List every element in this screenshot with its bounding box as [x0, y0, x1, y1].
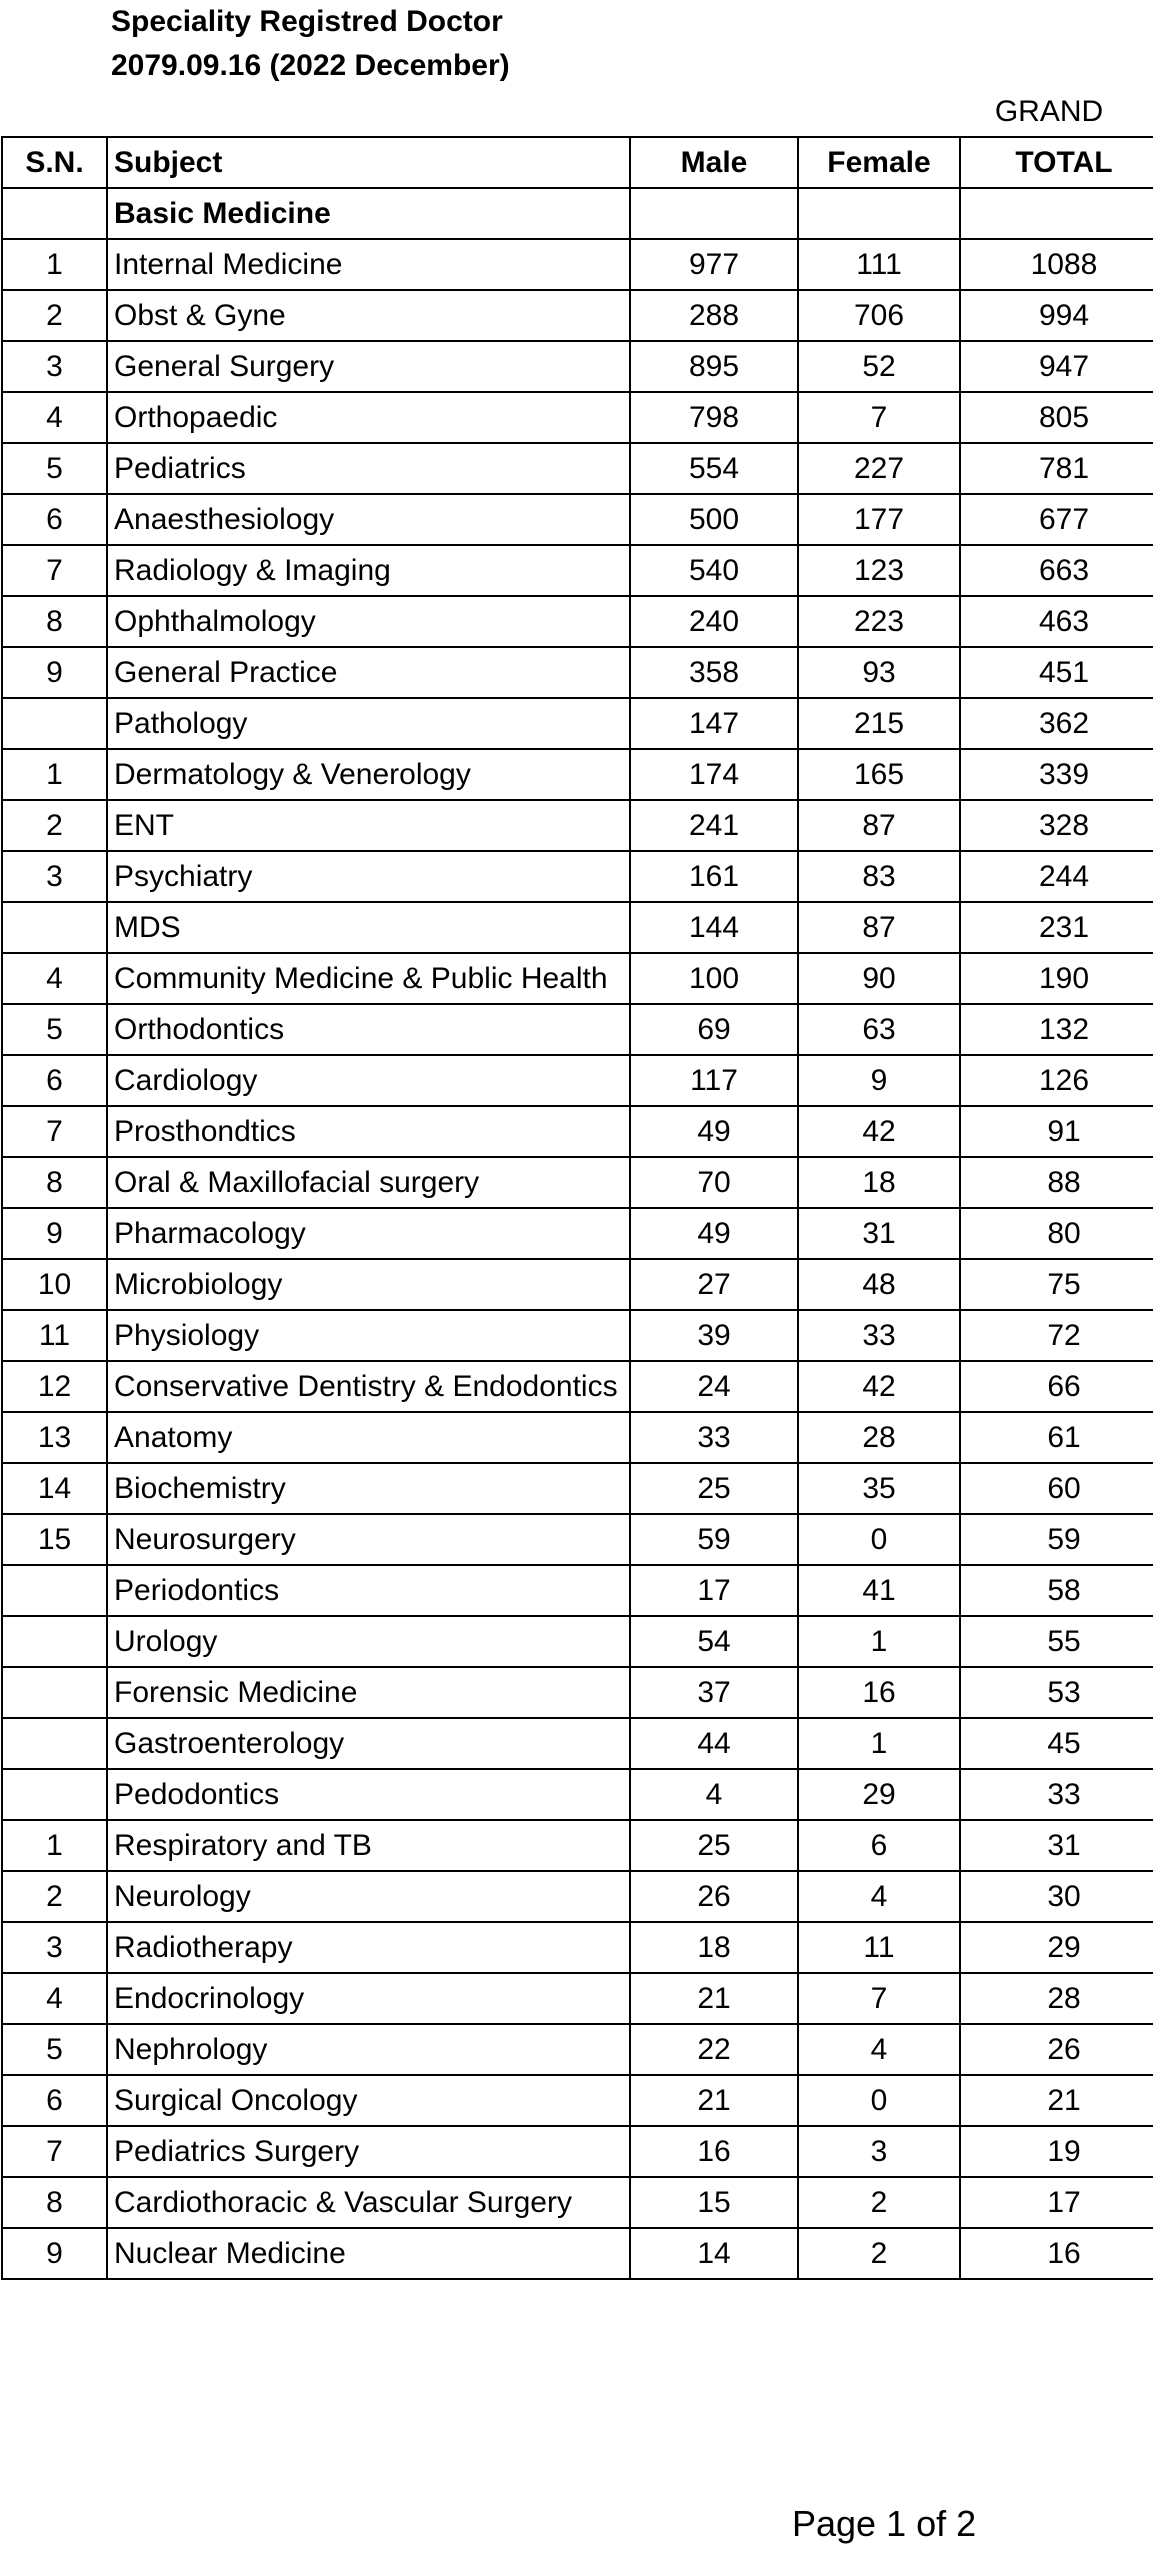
row-male: 70: [630, 1157, 798, 1208]
row-female: 33: [798, 1310, 960, 1361]
row-sn: [2, 1769, 107, 1820]
row-total: 781: [960, 443, 1153, 494]
row-sn: 6: [2, 1055, 107, 1106]
row-subject: Ophthalmology: [107, 596, 630, 647]
row-female: 41: [798, 1565, 960, 1616]
table-row: [2, 596, 1153, 647]
row-total: 45: [960, 1718, 1153, 1769]
row-total: 21: [960, 2075, 1153, 2126]
row-male: 49: [630, 1208, 798, 1259]
row-subject: Orthodontics: [107, 1004, 630, 1055]
section-label: Basic Medicine: [107, 188, 630, 239]
table-row: [2, 2075, 1153, 2126]
row-subject: Pediatrics Surgery: [107, 2126, 630, 2177]
row-female: 165: [798, 749, 960, 800]
row-total: 231: [960, 902, 1153, 953]
header-row: [2, 137, 1153, 188]
row-total: 30: [960, 1871, 1153, 1922]
row-total: 677: [960, 494, 1153, 545]
row-total: 126: [960, 1055, 1153, 1106]
row-sn: 15: [2, 1514, 107, 1565]
title-line-1: Speciality Registred Doctor: [111, 5, 503, 38]
row-total: 91: [960, 1106, 1153, 1157]
row-female: 0: [798, 1514, 960, 1565]
row-total: 328: [960, 800, 1153, 851]
table-row: [2, 443, 1153, 494]
row-male: 39: [630, 1310, 798, 1361]
row-subject: Conservative Dentistry & Endodontics: [107, 1361, 630, 1412]
row-female: 3: [798, 2126, 960, 2177]
table-row: [2, 2177, 1153, 2228]
row-sn: 5: [2, 1004, 107, 1055]
table-row: [2, 953, 1153, 1004]
row-female: 215: [798, 698, 960, 749]
row-male: 15: [630, 2177, 798, 2228]
row-female: 2: [798, 2228, 960, 2279]
row-total: 19: [960, 2126, 1153, 2177]
row-subject: MDS: [107, 902, 630, 953]
row-female: 223: [798, 596, 960, 647]
row-female: 90: [798, 953, 960, 1004]
row-subject: Biochemistry: [107, 1463, 630, 1514]
document-title: [111, 0, 510, 88]
row-female: 123: [798, 545, 960, 596]
row-male: 16: [630, 2126, 798, 2177]
row-total: 244: [960, 851, 1153, 902]
row-male: 144: [630, 902, 798, 953]
table-row: [2, 341, 1153, 392]
table-row: [2, 1565, 1153, 1616]
row-female: 42: [798, 1106, 960, 1157]
row-subject: Pharmacology: [107, 1208, 630, 1259]
row-total: 28: [960, 1973, 1153, 2024]
row-male: 288: [630, 290, 798, 341]
table-row: [2, 2126, 1153, 2177]
row-female: 16: [798, 1667, 960, 1718]
row-female: 4: [798, 1871, 960, 1922]
row-subject: Pathology: [107, 698, 630, 749]
row-total: 994: [960, 290, 1153, 341]
row-subject: Physiology: [107, 1310, 630, 1361]
row-male: 895: [630, 341, 798, 392]
section-total: [960, 188, 1153, 239]
row-sn: 7: [2, 1106, 107, 1157]
row-subject: Urology: [107, 1616, 630, 1667]
section-female: [798, 188, 960, 239]
row-male: 24: [630, 1361, 798, 1412]
row-total: 55: [960, 1616, 1153, 1667]
row-subject: Respiratory and TB: [107, 1820, 630, 1871]
row-sn: [2, 1565, 107, 1616]
row-male: 25: [630, 1820, 798, 1871]
row-female: 28: [798, 1412, 960, 1463]
row-female: 111: [798, 239, 960, 290]
row-total: 31: [960, 1820, 1153, 1871]
row-male: 59: [630, 1514, 798, 1565]
row-sn: 3: [2, 1922, 107, 1973]
row-female: 1: [798, 1718, 960, 1769]
row-sn: 8: [2, 596, 107, 647]
row-male: 49: [630, 1106, 798, 1157]
table-row: [2, 1820, 1153, 1871]
row-female: 2: [798, 2177, 960, 2228]
row-subject: Orthopaedic: [107, 392, 630, 443]
row-female: 7: [798, 1973, 960, 2024]
row-total: 362: [960, 698, 1153, 749]
row-subject: Internal Medicine: [107, 239, 630, 290]
row-subject: Endocrinology: [107, 1973, 630, 2024]
row-male: 44: [630, 1718, 798, 1769]
row-female: 31: [798, 1208, 960, 1259]
row-total: 26: [960, 2024, 1153, 2075]
row-male: 798: [630, 392, 798, 443]
row-sn: 2: [2, 290, 107, 341]
row-female: 1: [798, 1616, 960, 1667]
row-total: 190: [960, 953, 1153, 1004]
table-row: [2, 902, 1153, 953]
row-female: 42: [798, 1361, 960, 1412]
row-sn: 8: [2, 1157, 107, 1208]
page-number: Page 1 of 2: [792, 2503, 977, 2544]
row-female: 87: [798, 902, 960, 953]
row-sn: 1: [2, 749, 107, 800]
row-male: 37: [630, 1667, 798, 1718]
row-sn: 11: [2, 1310, 107, 1361]
row-subject: ENT: [107, 800, 630, 851]
row-female: 706: [798, 290, 960, 341]
row-sn: 13: [2, 1412, 107, 1463]
table-row: [2, 545, 1153, 596]
table-row: [2, 1616, 1153, 1667]
row-subject: Cardiology: [107, 1055, 630, 1106]
table-row: [2, 1310, 1153, 1361]
row-total: 451: [960, 647, 1153, 698]
row-subject: Obst & Gyne: [107, 290, 630, 341]
table-row: [2, 1514, 1153, 1565]
table-row: [2, 851, 1153, 902]
row-sn: [2, 1718, 107, 1769]
row-subject: Forensic Medicine: [107, 1667, 630, 1718]
row-male: 18: [630, 1922, 798, 1973]
row-female: 6: [798, 1820, 960, 1871]
row-sn: 4: [2, 1973, 107, 2024]
table-row: [2, 1208, 1153, 1259]
row-total: 132: [960, 1004, 1153, 1055]
row-subject: Gastroenterology: [107, 1718, 630, 1769]
row-female: 93: [798, 647, 960, 698]
row-female: 7: [798, 392, 960, 443]
row-female: 87: [798, 800, 960, 851]
table-row: [2, 1361, 1153, 1412]
row-male: 540: [630, 545, 798, 596]
table-row: [2, 800, 1153, 851]
row-male: 26: [630, 1871, 798, 1922]
header-female: Female: [798, 137, 960, 188]
row-female: 18: [798, 1157, 960, 1208]
table-row: [2, 1667, 1153, 1718]
row-total: 61: [960, 1412, 1153, 1463]
row-subject: Radiology & Imaging: [107, 545, 630, 596]
row-male: 33: [630, 1412, 798, 1463]
row-female: 52: [798, 341, 960, 392]
row-subject: Anatomy: [107, 1412, 630, 1463]
row-subject: Pedodontics: [107, 1769, 630, 1820]
row-sn: 7: [2, 2126, 107, 2177]
row-subject: Surgical Oncology: [107, 2075, 630, 2126]
row-subject: Cardiothoracic & Vascular Surgery: [107, 2177, 630, 2228]
row-male: 22: [630, 2024, 798, 2075]
row-male: 117: [630, 1055, 798, 1106]
row-male: 174: [630, 749, 798, 800]
row-subject: Microbiology: [107, 1259, 630, 1310]
row-male: 358: [630, 647, 798, 698]
row-sn: 8: [2, 2177, 107, 2228]
row-sn: 1: [2, 1820, 107, 1871]
row-sn: 9: [2, 2228, 107, 2279]
row-total: 16: [960, 2228, 1153, 2279]
row-male: 554: [630, 443, 798, 494]
row-female: 29: [798, 1769, 960, 1820]
row-subject: Neurosurgery: [107, 1514, 630, 1565]
row-sn: 5: [2, 443, 107, 494]
row-male: 27: [630, 1259, 798, 1310]
table-row: [2, 2024, 1153, 2075]
row-subject: General Surgery: [107, 341, 630, 392]
row-male: 240: [630, 596, 798, 647]
row-subject: Radiotherapy: [107, 1922, 630, 1973]
table-row: [2, 698, 1153, 749]
row-male: 100: [630, 953, 798, 1004]
grand-label: GRAND: [994, 95, 1104, 128]
header-subject: Subject: [107, 137, 630, 188]
row-total: 75: [960, 1259, 1153, 1310]
row-sn: 6: [2, 2075, 107, 2126]
row-total: 947: [960, 341, 1153, 392]
row-male: 977: [630, 239, 798, 290]
row-sn: 4: [2, 392, 107, 443]
row-total: 339: [960, 749, 1153, 800]
row-sn: [2, 698, 107, 749]
table-row: [2, 1973, 1153, 2024]
header-male: Male: [630, 137, 798, 188]
row-sn: 4: [2, 953, 107, 1004]
section-male: [630, 188, 798, 239]
row-total: 60: [960, 1463, 1153, 1514]
row-female: 177: [798, 494, 960, 545]
table-row: [2, 1055, 1153, 1106]
row-total: 29: [960, 1922, 1153, 1973]
row-sn: 7: [2, 545, 107, 596]
table-row: [2, 1259, 1153, 1310]
table-row: [2, 2228, 1153, 2279]
table-row: [2, 1769, 1153, 1820]
row-female: 35: [798, 1463, 960, 1514]
row-sn: 2: [2, 800, 107, 851]
row-sn: [2, 902, 107, 953]
row-total: 59: [960, 1514, 1153, 1565]
row-female: 83: [798, 851, 960, 902]
row-total: 66: [960, 1361, 1153, 1412]
row-male: 161: [630, 851, 798, 902]
row-male: 17: [630, 1565, 798, 1616]
row-sn: 12: [2, 1361, 107, 1412]
row-total: 805: [960, 392, 1153, 443]
row-female: 9: [798, 1055, 960, 1106]
row-female: 4: [798, 2024, 960, 2075]
title-line-2: 2079.09.16 (2022 December): [111, 49, 510, 82]
row-female: 0: [798, 2075, 960, 2126]
row-total: 88: [960, 1157, 1153, 1208]
row-male: 54: [630, 1616, 798, 1667]
row-male: 241: [630, 800, 798, 851]
table-row: [2, 1004, 1153, 1055]
table-row: [2, 392, 1153, 443]
row-subject: Periodontics: [107, 1565, 630, 1616]
table-row: [2, 749, 1153, 800]
row-total: 663: [960, 545, 1153, 596]
row-female: 227: [798, 443, 960, 494]
doctor-table: [1, 136, 1153, 2280]
row-subject: Nuclear Medicine: [107, 2228, 630, 2279]
row-subject: Pediatrics: [107, 443, 630, 494]
table-row: [2, 1922, 1153, 1973]
row-total: 72: [960, 1310, 1153, 1361]
row-sn: 2: [2, 1871, 107, 1922]
row-subject: Anaesthesiology: [107, 494, 630, 545]
table-row: [2, 239, 1153, 290]
section-row: [2, 188, 1153, 239]
row-subject: Community Medicine & Public Health: [107, 953, 630, 1004]
table-row: [2, 494, 1153, 545]
row-female: 48: [798, 1259, 960, 1310]
table-row: [2, 647, 1153, 698]
row-subject: Nephrology: [107, 2024, 630, 2075]
row-male: 21: [630, 1973, 798, 2024]
row-sn: [2, 1616, 107, 1667]
table-body: [2, 188, 1153, 2279]
row-female: 11: [798, 1922, 960, 1973]
table-row: [2, 290, 1153, 341]
row-male: 500: [630, 494, 798, 545]
row-sn: 10: [2, 1259, 107, 1310]
row-total: 33: [960, 1769, 1153, 1820]
header-total: TOTAL: [960, 137, 1153, 188]
row-male: 147: [630, 698, 798, 749]
row-sn: 1: [2, 239, 107, 290]
row-sn: 14: [2, 1463, 107, 1514]
row-total: 17: [960, 2177, 1153, 2228]
row-male: 14: [630, 2228, 798, 2279]
row-sn: 9: [2, 647, 107, 698]
row-subject: Oral & Maxillofacial surgery: [107, 1157, 630, 1208]
table-row: [2, 1871, 1153, 1922]
row-subject: Prosthondtics: [107, 1106, 630, 1157]
row-sn: 3: [2, 851, 107, 902]
row-female: 63: [798, 1004, 960, 1055]
table-row: [2, 1718, 1153, 1769]
section-sn: [2, 188, 107, 239]
table-row: [2, 1412, 1153, 1463]
table-row: [2, 1157, 1153, 1208]
row-male: 69: [630, 1004, 798, 1055]
row-sn: 3: [2, 341, 107, 392]
row-subject: General Practice: [107, 647, 630, 698]
row-male: 4: [630, 1769, 798, 1820]
table-row: [2, 1463, 1153, 1514]
table-row: [2, 1106, 1153, 1157]
header-sn: S.N.: [2, 137, 107, 188]
row-subject: Dermatology & Venerology: [107, 749, 630, 800]
row-sn: [2, 1667, 107, 1718]
row-total: 463: [960, 596, 1153, 647]
row-subject: Psychiatry: [107, 851, 630, 902]
row-male: 25: [630, 1463, 798, 1514]
row-sn: 9: [2, 1208, 107, 1259]
row-total: 53: [960, 1667, 1153, 1718]
row-subject: Neurology: [107, 1871, 630, 1922]
row-sn: 6: [2, 494, 107, 545]
row-total: 80: [960, 1208, 1153, 1259]
row-total: 58: [960, 1565, 1153, 1616]
row-total: 1088: [960, 239, 1153, 290]
row-sn: 5: [2, 2024, 107, 2075]
row-male: 21: [630, 2075, 798, 2126]
